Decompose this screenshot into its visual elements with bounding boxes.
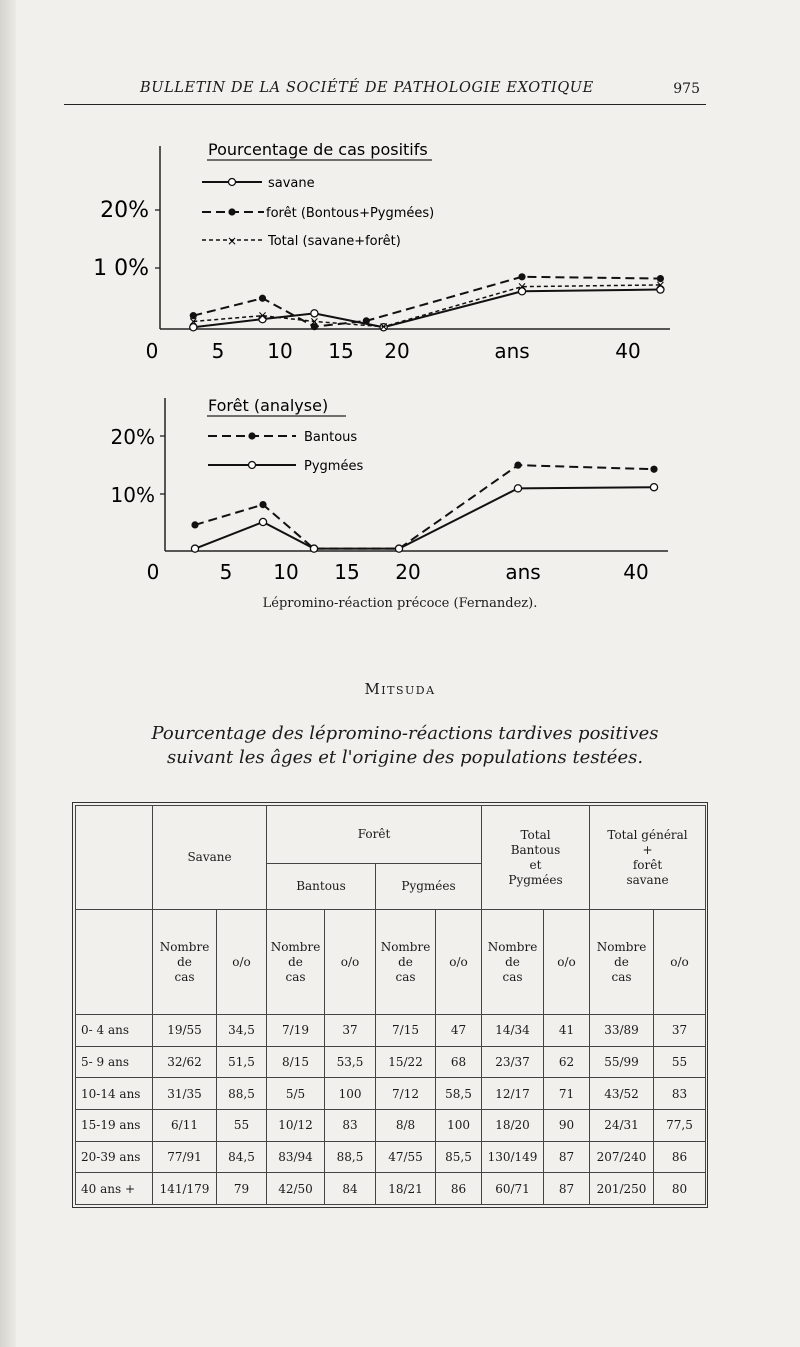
case-count-cell: 207/240 xyxy=(590,1141,654,1173)
percent-cell: 100 xyxy=(436,1109,482,1141)
x-tick-label-0: 0 xyxy=(146,560,160,584)
case-count-cell: 15/22 xyxy=(376,1046,436,1078)
subheader-nombre-line: Nombre xyxy=(159,939,210,954)
age-group-cell: 0- 4 ans xyxy=(76,1015,153,1047)
section-title: Mitsuda xyxy=(364,680,436,698)
data-point-total: × xyxy=(188,314,199,329)
percent-cell: 34,5 xyxy=(217,1015,267,1047)
x-unit-label: ans xyxy=(494,339,530,363)
header-total-bantous-pygmees xyxy=(482,806,590,910)
page-number: 975 xyxy=(673,81,700,97)
legend-label-pygmees: Pygmées xyxy=(304,459,364,474)
case-count-cell: 43/52 xyxy=(590,1078,654,1110)
header-general-line: savane xyxy=(626,872,669,887)
case-count-cell: 83/94 xyxy=(267,1141,325,1173)
chart-title: Forêt (analyse) xyxy=(208,396,329,415)
legend-marker-total: × xyxy=(226,234,238,248)
legend xyxy=(208,430,363,474)
header-savane: Savane xyxy=(153,806,267,910)
subheader-nombre-de-cas xyxy=(590,910,654,1015)
case-count-cell: 8/8 xyxy=(376,1109,436,1141)
subheader-nombre-de-cas xyxy=(267,910,325,1015)
percent-cell: 47 xyxy=(436,1015,482,1047)
running-header xyxy=(64,76,706,105)
y-tick-label-20: 20% xyxy=(100,198,149,223)
x-tick-label-40: 40 xyxy=(623,560,649,584)
case-count-cell: 7/19 xyxy=(267,1015,325,1047)
table-row xyxy=(76,1141,706,1173)
data-point-fort xyxy=(363,317,370,324)
subheader-nombre-line: de xyxy=(614,954,629,969)
percent-cell: 100 xyxy=(325,1078,376,1110)
percent-cell: 68 xyxy=(436,1046,482,1078)
case-count-cell: 6/11 xyxy=(153,1109,217,1141)
case-count-cell: 18/21 xyxy=(376,1173,436,1205)
subheader-nombre-line: de xyxy=(177,954,192,969)
header-total-line: Total xyxy=(520,827,551,842)
series-group xyxy=(191,462,657,553)
percent-cell: 71 xyxy=(544,1078,590,1110)
x-tick-label-10: 10 xyxy=(273,560,299,584)
header-foret: Forêt xyxy=(267,806,482,864)
subheader-nombre-line: de xyxy=(398,954,413,969)
data-point-pygmes xyxy=(191,545,198,552)
table-row xyxy=(76,1078,706,1110)
percent-cell: 86 xyxy=(654,1141,706,1173)
header-bantous: Bantous xyxy=(267,864,376,910)
legend-label-foret: forêt (Bontous+Pygmées) xyxy=(266,206,435,221)
legend-label-bantous: Bantous xyxy=(304,430,358,445)
x-tick-label-15: 15 xyxy=(328,339,354,363)
age-group-cell: 40 ans + xyxy=(76,1173,153,1205)
percent-cell: 58,5 xyxy=(436,1078,482,1110)
subheader-nombre-line: cas xyxy=(502,969,523,984)
chart-forest-analysis xyxy=(0,388,800,588)
case-count-cell: 18/20 xyxy=(482,1109,544,1141)
percent-cell: 88,5 xyxy=(325,1141,376,1173)
table-title-line-2: suivant les âges et l'origine des populations testées. xyxy=(166,747,644,768)
subheader-nombre-de-cas xyxy=(482,910,544,1015)
table-body xyxy=(76,1015,706,1205)
data-point-total: × xyxy=(378,319,389,334)
legend-marker-savane xyxy=(229,179,236,186)
header-total-line: et xyxy=(529,857,542,872)
subheader-nombre-line: de xyxy=(505,954,520,969)
data-point-total: × xyxy=(257,308,268,323)
x-tick-label-5: 5 xyxy=(219,560,233,584)
subheader-nombre-de-cas xyxy=(376,910,436,1015)
data-point-total: × xyxy=(655,277,666,292)
subheader-pct: o/o xyxy=(544,910,590,1015)
legend-marker-foret xyxy=(228,208,235,215)
data-point-total: × xyxy=(309,314,320,329)
subheader-pct: o/o xyxy=(436,910,482,1015)
legend-label-savane: savane xyxy=(268,176,315,191)
percent-cell: 83 xyxy=(654,1078,706,1110)
subheader-row xyxy=(76,910,706,1015)
data-point-pygmes xyxy=(650,484,657,491)
x-tick-label-0: 0 xyxy=(145,339,159,363)
case-count-cell: 24/31 xyxy=(590,1109,654,1141)
case-count-cell: 55/99 xyxy=(590,1046,654,1078)
x-tick-label-15: 15 xyxy=(334,560,360,584)
legend-marker-pygmees xyxy=(249,462,256,469)
case-count-cell: 5/5 xyxy=(267,1078,325,1110)
subheader-nombre-de-cas xyxy=(153,910,217,1015)
table-row xyxy=(76,1173,706,1205)
subheader-nombre-line: cas xyxy=(285,969,306,984)
case-count-cell: 47/55 xyxy=(376,1141,436,1173)
data-point-bantous xyxy=(514,462,521,469)
subheader-nombre-line: Nombre xyxy=(270,939,321,954)
percent-cell: 77,5 xyxy=(654,1109,706,1141)
data-point-pygmes xyxy=(259,518,266,525)
subheader-nombre-line: Nombre xyxy=(487,939,538,954)
table-row xyxy=(76,1015,706,1047)
subheader-nombre-line: Nombre xyxy=(380,939,431,954)
table-row xyxy=(76,1109,706,1141)
case-count-cell: 7/15 xyxy=(376,1015,436,1047)
subheader-empty xyxy=(76,910,153,1015)
table-title xyxy=(120,722,690,770)
case-count-cell: 7/12 xyxy=(376,1078,436,1110)
x-tick-label-10: 10 xyxy=(267,339,293,363)
case-count-cell: 42/50 xyxy=(267,1173,325,1205)
case-count-cell: 60/71 xyxy=(482,1173,544,1205)
data-point-pygmes xyxy=(395,545,402,552)
x-tick-label-20: 20 xyxy=(395,560,421,584)
table-title-line-1: Pourcentage des lépromino-réactions tardives positives xyxy=(151,723,659,744)
percent-cell: 83 xyxy=(325,1109,376,1141)
x-tick-label-5: 5 xyxy=(211,339,225,363)
legend xyxy=(202,176,434,249)
percent-cell: 87 xyxy=(544,1141,590,1173)
data-point-total: × xyxy=(516,279,528,294)
data-point-fort xyxy=(259,295,266,302)
percent-cell: 80 xyxy=(654,1173,706,1205)
x-unit-label: ans xyxy=(505,560,541,584)
data-point-bantous xyxy=(650,466,657,473)
subheader-pct: o/o xyxy=(325,910,376,1015)
header-corner xyxy=(76,806,153,910)
chart-title: Pourcentage de cas positifs xyxy=(208,140,428,159)
subheader-nombre-line: Nombre xyxy=(596,939,647,954)
percent-cell: 62 xyxy=(544,1046,590,1078)
case-count-cell: 31/35 xyxy=(153,1078,217,1110)
header-general-line: + xyxy=(642,842,653,857)
header-total-general xyxy=(590,806,706,910)
data-point-bantous xyxy=(259,501,266,508)
case-count-cell: 12/17 xyxy=(482,1078,544,1110)
legend-label-total: Total (savane+forêt) xyxy=(268,234,401,249)
subheader-pct: o/o xyxy=(654,910,706,1015)
table-row xyxy=(76,1046,706,1078)
header-general-line: Total général xyxy=(607,827,688,842)
percent-cell: 37 xyxy=(325,1015,376,1047)
header-total-line: Bantous xyxy=(510,842,561,857)
subheader-nombre-line: cas xyxy=(395,969,416,984)
x-tick-label-20: 20 xyxy=(384,339,410,363)
subheader-nombre-line: de xyxy=(288,954,303,969)
case-count-cell: 32/62 xyxy=(153,1046,217,1078)
case-count-cell: 130/149 xyxy=(482,1141,544,1173)
results-table xyxy=(75,805,706,1205)
percent-cell: 55 xyxy=(654,1046,706,1078)
y-tick-label-10: 10% xyxy=(110,483,155,507)
case-count-cell: 19/55 xyxy=(153,1015,217,1047)
case-count-cell: 77/91 xyxy=(153,1141,217,1173)
series-group xyxy=(188,273,665,333)
data-point-pygmes xyxy=(310,545,317,552)
legend-marker-bantous xyxy=(248,432,255,439)
age-group-cell: 20-39 ans xyxy=(76,1141,153,1173)
percent-cell: 51,5 xyxy=(217,1046,267,1078)
journal-title: BULLETIN DE LA SOCIÉTÉ DE PATHOLOGIE EXOTIQUE xyxy=(140,80,594,96)
header-pygmees: Pygmées xyxy=(376,864,482,910)
percent-cell: 88,5 xyxy=(217,1078,267,1110)
data-point-bantous xyxy=(191,521,198,528)
y-tick-label-10: 1 0% xyxy=(93,256,149,281)
header-general-line: forêt xyxy=(632,857,663,872)
y-tick-label-20: 20% xyxy=(110,425,155,449)
age-group-cell: 10-14 ans xyxy=(76,1078,153,1110)
percent-cell: 55 xyxy=(217,1109,267,1141)
percent-cell: 90 xyxy=(544,1109,590,1141)
percent-cell: 79 xyxy=(217,1173,267,1205)
percent-cell: 84,5 xyxy=(217,1141,267,1173)
subheader-nombre-line: cas xyxy=(611,969,632,984)
case-count-cell: 201/250 xyxy=(590,1173,654,1205)
percent-cell: 87 xyxy=(544,1173,590,1205)
percent-cell: 86 xyxy=(436,1173,482,1205)
results-table-frame xyxy=(72,802,708,1208)
header-total-line: Pygmées xyxy=(508,872,563,887)
percent-cell: 84 xyxy=(325,1173,376,1205)
subheader-nombre-line: cas xyxy=(174,969,195,984)
percent-cell: 41 xyxy=(544,1015,590,1047)
case-count-cell: 33/89 xyxy=(590,1015,654,1047)
case-count-cell: 8/15 xyxy=(267,1046,325,1078)
age-group-cell: 15-19 ans xyxy=(76,1109,153,1141)
case-count-cell: 23/37 xyxy=(482,1046,544,1078)
figure-caption: Lépromino-réaction précoce (Fernandez). xyxy=(262,596,538,611)
percent-cell: 85,5 xyxy=(436,1141,482,1173)
case-count-cell: 14/34 xyxy=(482,1015,544,1047)
subheader-pct: o/o xyxy=(217,910,267,1015)
age-group-cell: 5- 9 ans xyxy=(76,1046,153,1078)
percent-cell: 37 xyxy=(654,1015,706,1047)
percent-cell: 53,5 xyxy=(325,1046,376,1078)
data-point-pygmes xyxy=(514,485,521,492)
chart-overall-positive-percent xyxy=(0,118,800,368)
x-tick-label-40: 40 xyxy=(615,339,641,363)
case-count-cell: 141/179 xyxy=(153,1173,217,1205)
case-count-cell: 10/12 xyxy=(267,1109,325,1141)
